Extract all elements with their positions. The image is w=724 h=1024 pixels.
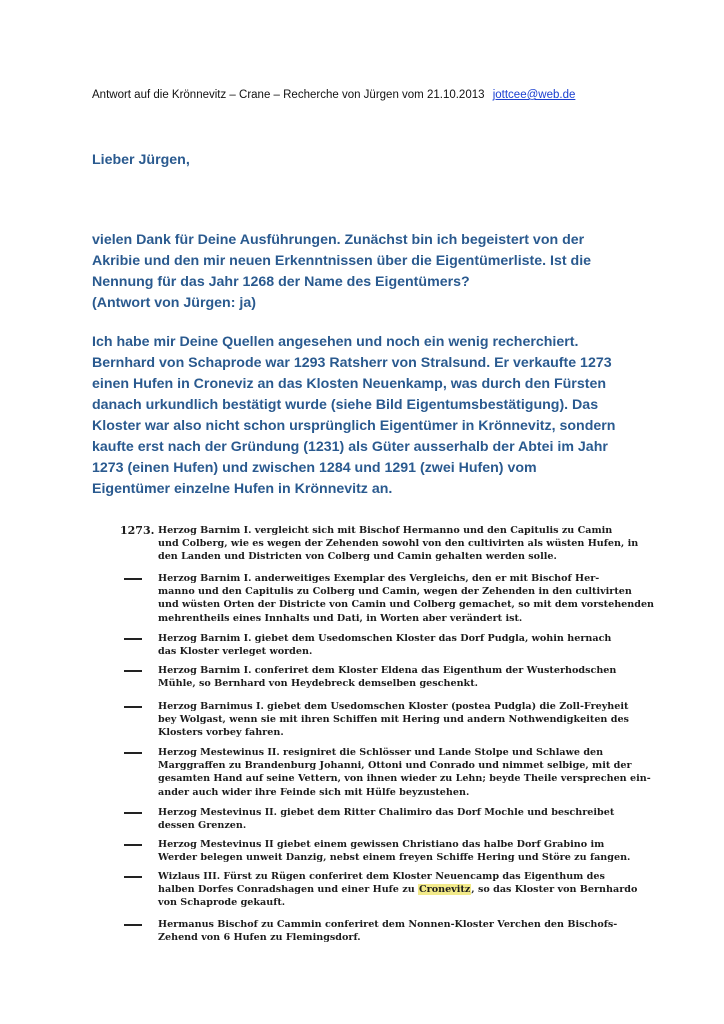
scan-line: Hermanus Bischof zu Cammin conferiret dem Nonnen-Kloster Verchen den Bischofs-	[158, 919, 618, 930]
dash-mark	[124, 638, 142, 640]
scan-line: Herzog Barnim I. vergleicht sich mit Bischof Hermanno und den Capitulis zu Camin	[158, 525, 613, 536]
scan-line: das Kloster verleget worden.	[158, 646, 313, 658]
email-link[interactable]: jottcee@web.de	[492, 89, 576, 101]
paragraph-line: danach urkundlich bestätigt wurde (siehe Bild Eigentumsbestätigung). Das	[92, 397, 599, 413]
paragraph-line: kaufte erst nach der Gründung (1231) als Güter ausserhalb der Abtei im Jahr	[92, 439, 608, 455]
highlighted-place-name: Cronevitz	[419, 884, 471, 896]
scan-line: Herzog Barnim I. giebet dem Usedomschen Kloster das Dorf Pudgla, wohin hernach	[158, 633, 612, 644]
scan-line: und wüsten Orten der Districte von Camin und Colberg gemachet, so mit dem vorstehenden	[158, 599, 655, 611]
scan-year: 1273.	[120, 524, 155, 537]
paragraph-line: Bernhard von Schaprode war 1293 Ratsherr von Stralsund. Er verkaufte 1273	[92, 355, 612, 371]
paragraph-2	[92, 332, 652, 500]
scan-line: von Schaprode gekauft.	[158, 897, 286, 909]
dash-mark	[124, 812, 142, 814]
scan-line: Marggraffen zu Brandenburg Johanni, Ottoni und Conrado und nimmet selbige, mit der	[158, 760, 632, 772]
header-line: Antwort auf die Krönnevitz – Crane – Recherche von Jürgen vom 21.10.2013	[92, 89, 485, 101]
paragraph-line: Akribie und den mir neuen Erkenntnissen über die Eigentümerliste. Ist die	[92, 253, 592, 269]
scan-line: Herzog Mestevinus II giebet einem gewissen Christiano das halbe Dorf Grabino im	[158, 839, 605, 850]
scan-line	[158, 883, 638, 896]
paragraph-line: Eigentümer einzelne Hufen in Krönnevitz an.	[92, 481, 393, 497]
salutation: Lieber Jürgen,	[92, 152, 190, 168]
scan-line: Wizlaus III. Fürst zu Rügen conferiret dem Kloster Neuencamp das Eigenthum des	[158, 871, 605, 882]
scanned-document-excerpt	[112, 518, 655, 958]
scan-line: und Colberg, wie es wegen der Zehenden sowohl von den cultivirten als wüsten Hufen, in	[158, 538, 639, 550]
scan-line: Herzog Barnim I. anderweitiges Exemplar des Vergleichs, den er mit Bischof Her-	[158, 573, 600, 584]
scan-line: gesamten Hand auf seine Vettern, von ihnen wieder zu Lehn; beyde Theile versprechen ein-	[158, 773, 651, 785]
scan-line: ander auch wider ihre Feinde sich mit Hülfe beyzustehen.	[158, 786, 470, 798]
dash-mark	[124, 706, 142, 708]
scan-line: mehrentheils eines Innhalts und Dati, in Worten aber verändert ist.	[158, 612, 523, 624]
scan-line: Herzog Barnim I. conferiret dem Kloster Eldena das Eigenthum der Wusterhodschen	[158, 665, 617, 676]
scan-line: Zehend von 6 Hufen zu Flemingsdorf.	[158, 932, 361, 944]
dash-mark	[124, 752, 142, 754]
scan-line-part: halben Dorfes Conradshagen und einer Hufe zu	[158, 884, 415, 896]
scan-line: Herzog Barnimus I. giebet dem Usedomschen Kloster (postea Pudgla) die Zoll-Freyheit	[158, 701, 629, 712]
dash-mark	[124, 924, 142, 926]
scan-line: den Landen und Districten von Colberg und Camin gehalten werden solle.	[158, 551, 557, 563]
dash-mark	[124, 578, 142, 580]
scan-line: Herzog Mestewinus II. resigniret die Schlösser und Lande Stolpe und Schlawe den	[158, 747, 604, 758]
paragraph-line: Ich habe mir Deine Quellen angesehen und noch ein wenig recherchiert.	[92, 334, 579, 350]
dash-mark	[124, 670, 142, 672]
scan-line: manno und den Capitulis zu Colberg und Camin, wegen der Zehenden in den cultivirten	[158, 586, 632, 598]
scan-line: Herzog Mestevinus II. giebet dem Ritter Chalimiro das Dorf Mochle und beschreibet	[158, 807, 615, 818]
scan-line: Werder belegen unweit Danzig, nebst einem freyen Schiffe Hering und Störe zu fangen.	[158, 852, 631, 864]
paragraph-line: einen Hufen in Croneviz an das Klosten Neuenkamp, was durch den Fürsten	[92, 376, 606, 392]
document-header	[92, 89, 652, 101]
scan-line: Mühle, so Bernhard von Heydebreck demselben geschenkt.	[158, 678, 478, 690]
scan-line: dessen Grenzen.	[158, 820, 247, 832]
paragraph-line: 1273 (einen Hufen) und zwischen 1284 und 1291 (zwei Hufen) vom	[92, 460, 537, 476]
paragraph-1	[92, 230, 652, 314]
paragraph-line: vielen Dank für Deine Ausführungen. Zunächst bin ich begeistert von der	[92, 232, 585, 248]
paragraph-line: Kloster war also nicht schon ursprünglich Eigentümer in Krönnevitz, sondern	[92, 418, 616, 434]
paragraph-line: Nennung für das Jahr 1268 der Name des Eigentümers?	[92, 274, 470, 290]
paragraph-line: (Antwort von Jürgen: ja)	[92, 295, 256, 311]
dash-mark	[124, 876, 142, 878]
scan-line-part: , so das Kloster von Bernhardo	[471, 884, 638, 896]
dash-mark	[124, 844, 142, 846]
scan-line: bey Wolgast, wenn sie mit ihren Schiffen mit Hering und andern Nothwendigkeiten des	[158, 714, 629, 726]
scan-line: Klosters vorbey fahren.	[158, 727, 284, 739]
